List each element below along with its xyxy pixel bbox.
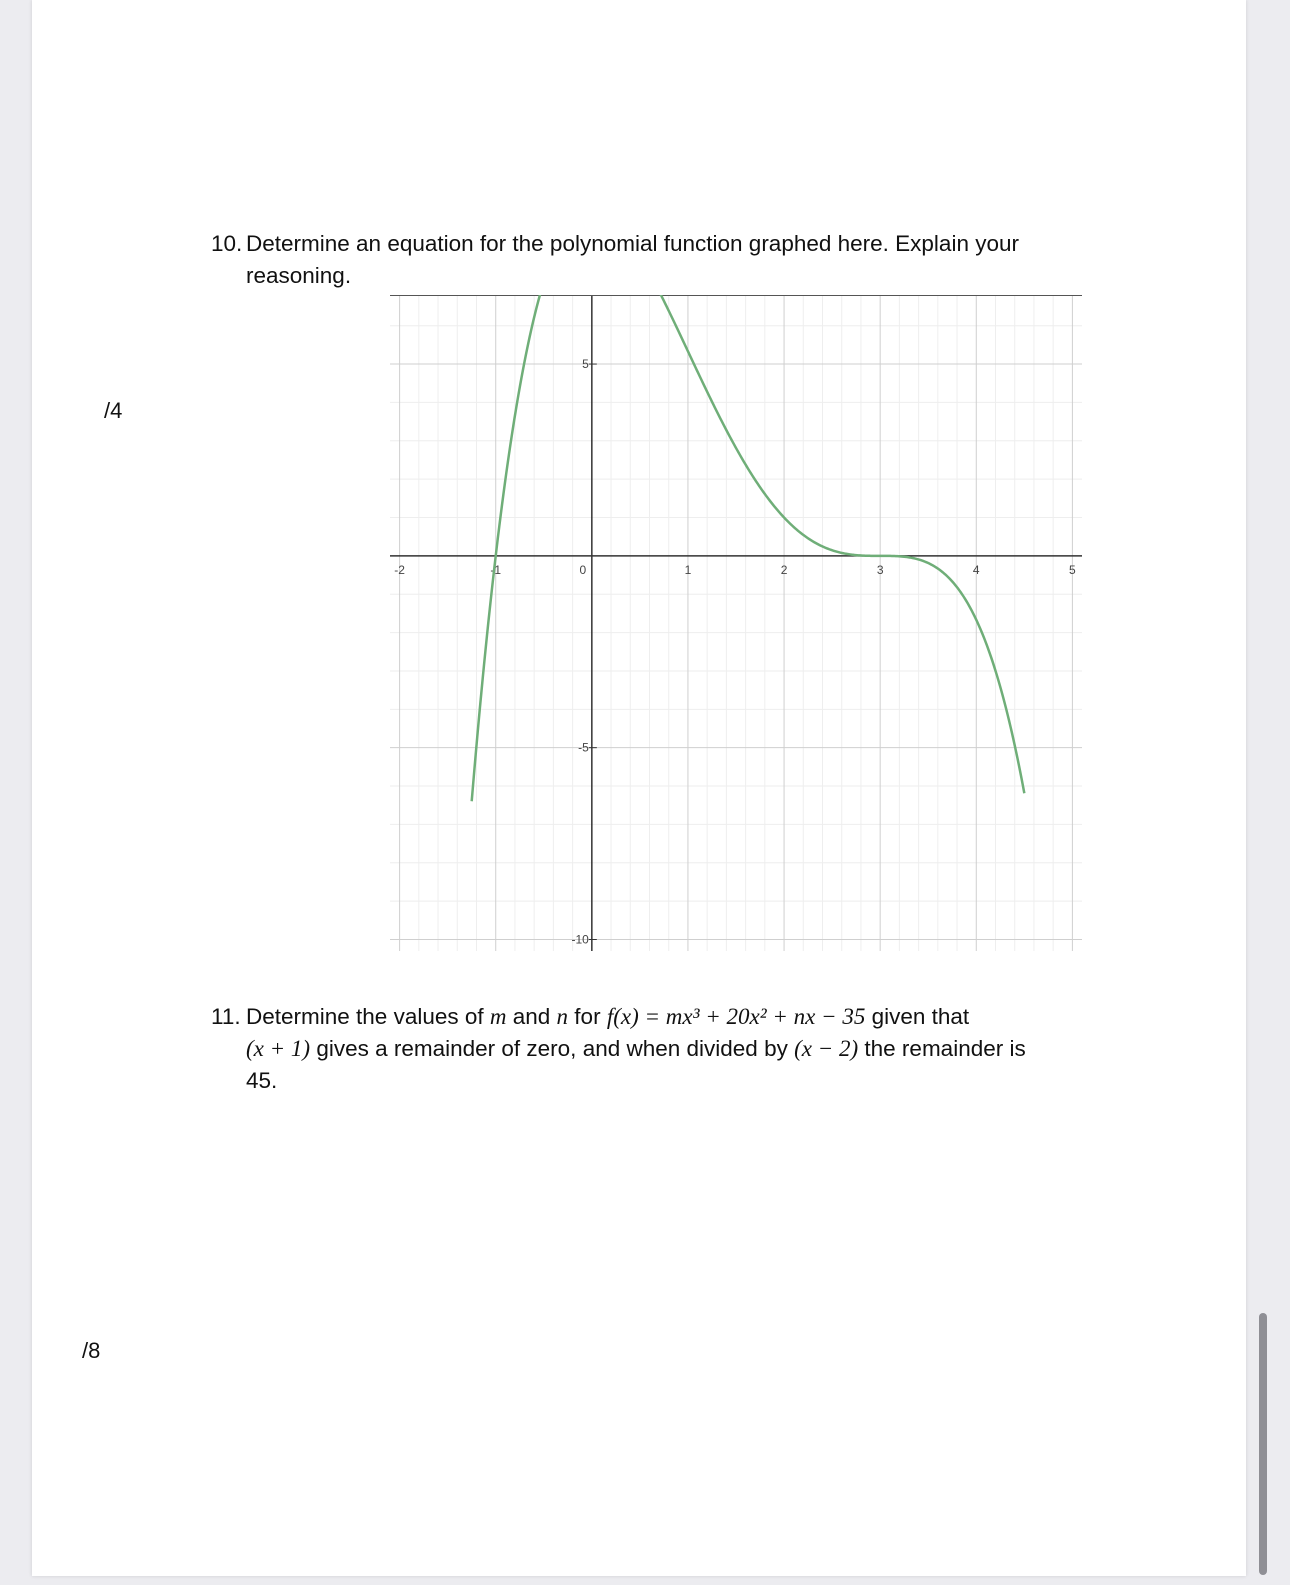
- divisor-expression: (x + 1): [246, 1036, 311, 1061]
- x-tick-label: -2: [394, 562, 405, 577]
- x-tick-label: 2: [780, 562, 788, 577]
- variable-m: m: [489, 1004, 507, 1029]
- text-segment: for: [568, 1004, 607, 1029]
- question-text-line: Determine an equation for the polynomial function graphed here. Explain your: [246, 231, 1019, 256]
- x-tick-label: -1: [490, 562, 502, 577]
- y-tick-label: 5: [582, 357, 589, 372]
- question-text-line: 45.: [246, 1068, 278, 1093]
- x-tick-label: 3: [876, 562, 884, 577]
- text-segment: gives a remainder of zero, and when divided by: [310, 1036, 795, 1061]
- x-tick-label: 1: [684, 562, 692, 577]
- scrollbar-thumb[interactable]: [1259, 1313, 1267, 1575]
- score-q10: /4: [104, 398, 123, 423]
- divisor-expression: (x − 2): [794, 1036, 859, 1061]
- y-tick-label: -10: [571, 932, 589, 947]
- variable-n: n: [556, 1004, 569, 1029]
- y-tick-label: -5: [578, 740, 589, 755]
- function-expression: f(x) = mx³ + 20x² + nx − 35: [606, 1004, 866, 1029]
- question-number: 11.: [211, 1004, 241, 1029]
- text-segment: and: [506, 1004, 557, 1029]
- question-text-line: [246, 1033, 1026, 1065]
- text-segment: the remainder is: [858, 1036, 1026, 1061]
- text-segment: given that: [865, 1004, 970, 1029]
- x-tick-label: 4: [972, 562, 980, 577]
- question-text-line: [246, 1001, 1026, 1033]
- score-q11: /8: [82, 1338, 101, 1363]
- polynomial-graph: [390, 295, 1082, 951]
- question-number: 10.: [211, 231, 243, 256]
- polynomial-curve: [472, 295, 1025, 801]
- x-tick-label: 0: [579, 562, 587, 577]
- curve-group: [472, 295, 1025, 901]
- text-segment: Determine the values of: [246, 1004, 490, 1029]
- question-text-line: reasoning.: [246, 263, 352, 288]
- x-tick-label: 5: [1069, 562, 1076, 577]
